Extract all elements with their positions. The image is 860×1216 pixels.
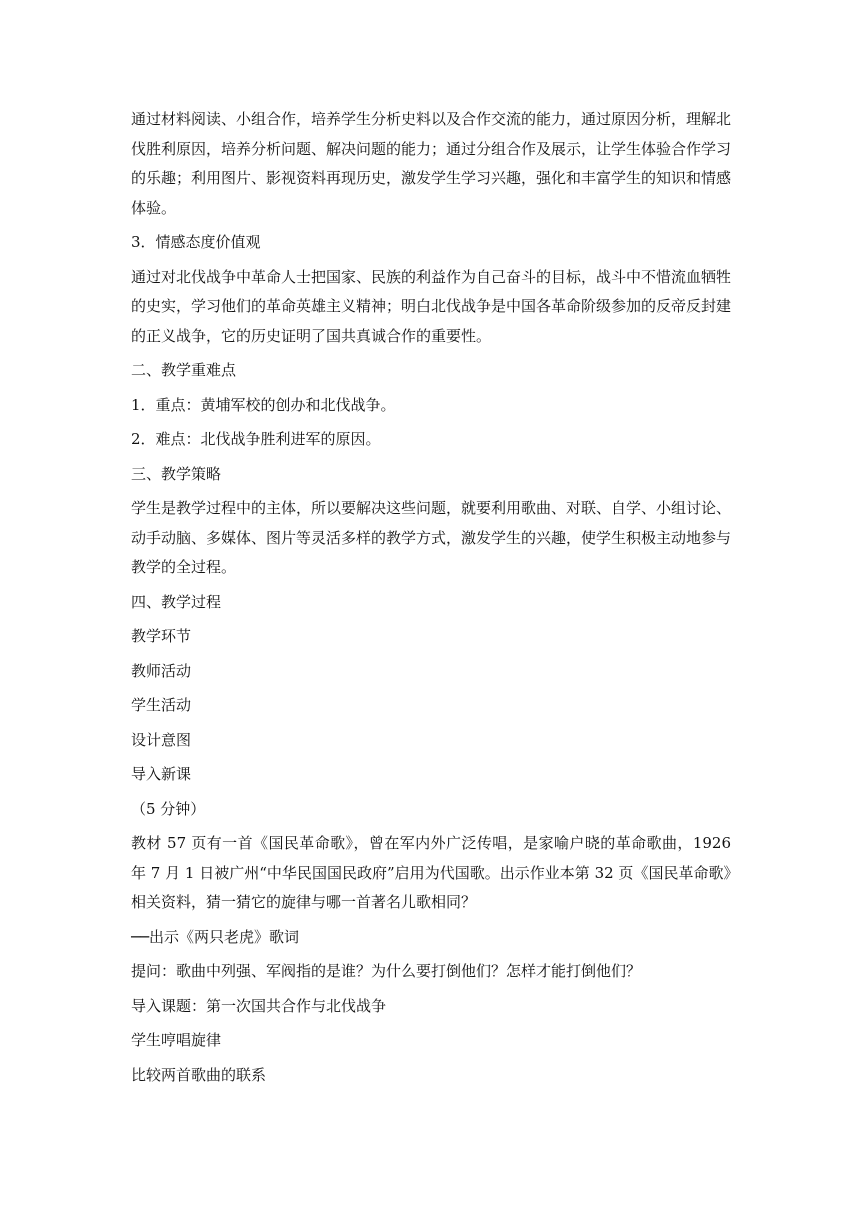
heading-emotion-values: 3．情感态度价值观 — [131, 233, 261, 251]
heading-teaching-strategy: 三、教学策略 — [131, 464, 222, 483]
stage-duration: （5 分钟） — [131, 799, 206, 818]
paragraph-student-hum: 学生哼唱旋律 — [131, 1031, 222, 1049]
table-header-teacher-activity: 教师活动 — [131, 661, 192, 680]
paragraph-show-lyrics: ──出示《两只老虎》歌词 — [131, 927, 300, 946]
paragraph-emotion-values: 通过对北伐战争中革命人士把国家、民族的利益作为自己奋斗的目标，战斗中不惜流血牺牲的史实，学习他们的革命英雄主义精神；明白北伐战争是中国各革命阶级参加的反帝反封建的正义战争，它的历史证明了国共真诚合作的重要性。 — [131, 267, 732, 345]
stage-introduction: 导入新课 — [131, 765, 192, 783]
paragraph-key-point: 1．重点：黄埔军校的创办和北伐战争。 — [131, 395, 396, 414]
heading-key-difficult-points: 二、教学重难点 — [131, 361, 237, 379]
table-header-student-activity: 学生活动 — [131, 696, 192, 714]
paragraph-song-intro: 教材 57 页有一首《国民革命歌》，曾在军内外广泛传唱，是家喻户晓的革命歌曲，1926 年 7 月 1 日被广州“中华民国国民政府”启用为代国歌。出示作业本第 32 页《国民革命歌》相关资料，猜一猜它的旋律与哪一首著名儿歌相同？ — [131, 834, 731, 911]
table-header-design-intent: 设计意图 — [131, 730, 192, 749]
paragraph-teaching-strategy: 学生是教学过程中的主体，所以要解决这些问题，就要利用歌曲、对联、自学、小组讨论、动手动脑、多媒体、图片等灵活多样的教学方式，激发学生的兴趣，使学生积极主动地参与教学的全过程。 — [131, 499, 732, 576]
table-header-stage: 教学环节 — [131, 627, 192, 645]
paragraph-difficult-point: 2．难点：北伐战争胜利进军的原因。 — [131, 430, 381, 448]
paragraph-compare-songs: 比较两首歌曲的联系 — [131, 1065, 267, 1084]
paragraph-ability-goals: 通过材料阅读、小组合作，培养学生分析史料以及合作交流的能力，通过原因分析，理解北伐胜利原因，培养分析问题、解决问题的能力；通过分组合作及展示，让学生体验合作学习的乐趣；利用图片、影视资料再现历史，激发学生学习兴趣，强化和丰富学生的知识和情感体验。 — [131, 110, 732, 217]
paragraph-lesson-topic: 导入课题：第一次国共合作与北伐战争 — [131, 996, 387, 1015]
paragraph-question: 提问：歌曲中列强、军阀指的是谁？为什么要打倒他们？怎样才能打倒他们？ — [131, 962, 642, 980]
document-page — [131, 105, 731, 1095]
heading-teaching-process: 四、教学过程 — [131, 592, 222, 611]
